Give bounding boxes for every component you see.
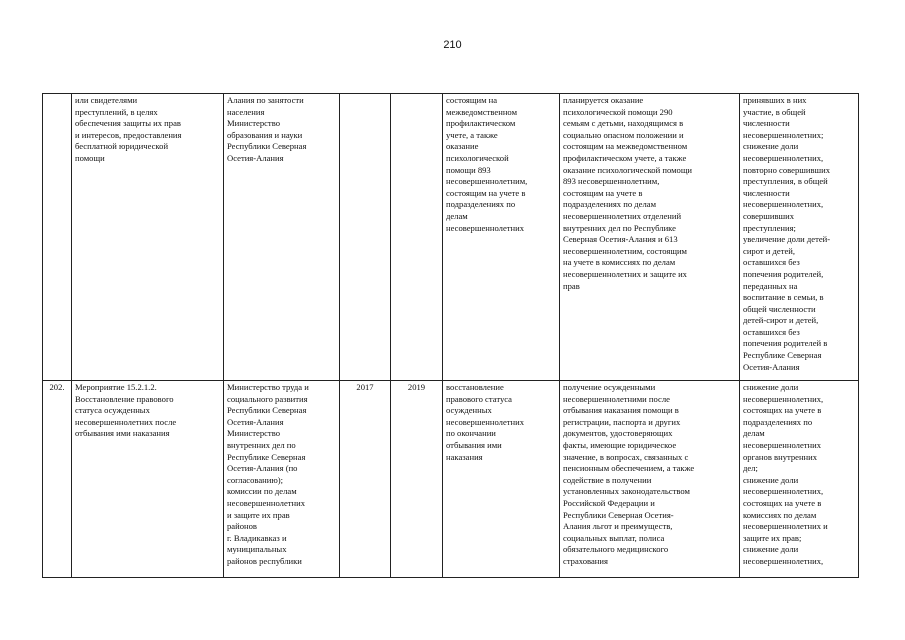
table-row <box>43 94 859 381</box>
measures-table <box>42 93 859 578</box>
start-year-cell: 2017 <box>340 381 391 578</box>
row-number-cell <box>43 94 72 381</box>
indicators-cell: снижение доли несовершеннолетних, состоящих на учете в подразделениях по делам несовершеннолетних органов внутренних дел; снижение доли несовершеннолетних, состоящих на учете в комиссиях по делам несовершеннолетних и защите их прав; снижение доли несовершеннолетних, <box>740 381 859 578</box>
plan-cell: планируется оказание психологической помощи 290 семьям с детьми, находящимся в социально опасном положении и состоящим на межведомственном профилактическом учете, а также оказание психологической помощи 893 несовершеннолетним, состоящим на учете в подразделениях по делам несовершеннолетних отделений внутренних дел по Республике Северная Осетия-Алания и 613 несовершеннолетним, состоящим на учете в комиссиях по делам несовершеннолетних и защите их прав <box>560 94 740 381</box>
measure-cell: или свидетелями преступлений, в целях обеспечения защиты их прав и интересов, предоставления бесплатной юридической помощи <box>72 94 224 381</box>
end-year-cell <box>391 94 443 381</box>
indicators-cell: принявших в них участие, в общей численности несовершеннолетних; снижение доли несовершеннолетних, повторно совершивших преступления, в общей численности несовершеннолетних, совершивших преступления; увеличение доли детей- сирот и детей, оставшихся без попечения родителей, переданных на воспитание в семьи, в общей численности детей-сирот и детей, оставшихся без попечения родителей в Республике Северная Осетия-Алания <box>740 94 859 381</box>
end-year-cell: 2019 <box>391 381 443 578</box>
start-year-cell <box>340 94 391 381</box>
page-number: 210 <box>443 39 462 51</box>
executors-cell: Министерство труда и социального развития Республики Северная Осетия-Алания Министерство внутренних дел по Республике Северная Осетия-Алания (по согласованию); комиссии по делам несовершеннолетних и защите их прав районов г. Владикавказ и муниципальных районов республики <box>224 381 340 578</box>
plan-cell: получение осужденными несовершеннолетними после отбывания наказания помощи в регистрации, паспорта и других документов, удостоверяющих факты, имеющие юридическое значение, в вопросах, связанных с пенсионным обеспечением, а также содействие в получении установленных законодательством Российской Федерации и Республики Северная Осетия- Алания льгот и преимуществ, социальных выплат, полиса обязательного медицинского страхования <box>560 381 740 578</box>
executors-cell: Алания по занятости населения Министерство образования и науки Республики Северная Осетия-Алания <box>224 94 340 381</box>
result-cell: состоящим на межведомственном профилактическом учете, а также оказание психологической помощи 893 несовершеннолетним, состоящим на учете в подразделениях по делам несовершеннолетних <box>443 94 560 381</box>
row-number-cell: 202. <box>43 381 72 578</box>
measure-cell: Мероприятие 15.2.1.2. Восстановление правового статуса осужденных несовершеннолетних после отбывания ими наказания <box>72 381 224 578</box>
table-row <box>43 381 859 578</box>
result-cell: восстановление правового статуса осужденных несовершеннолетних по окончании отбывания ими наказания <box>443 381 560 578</box>
